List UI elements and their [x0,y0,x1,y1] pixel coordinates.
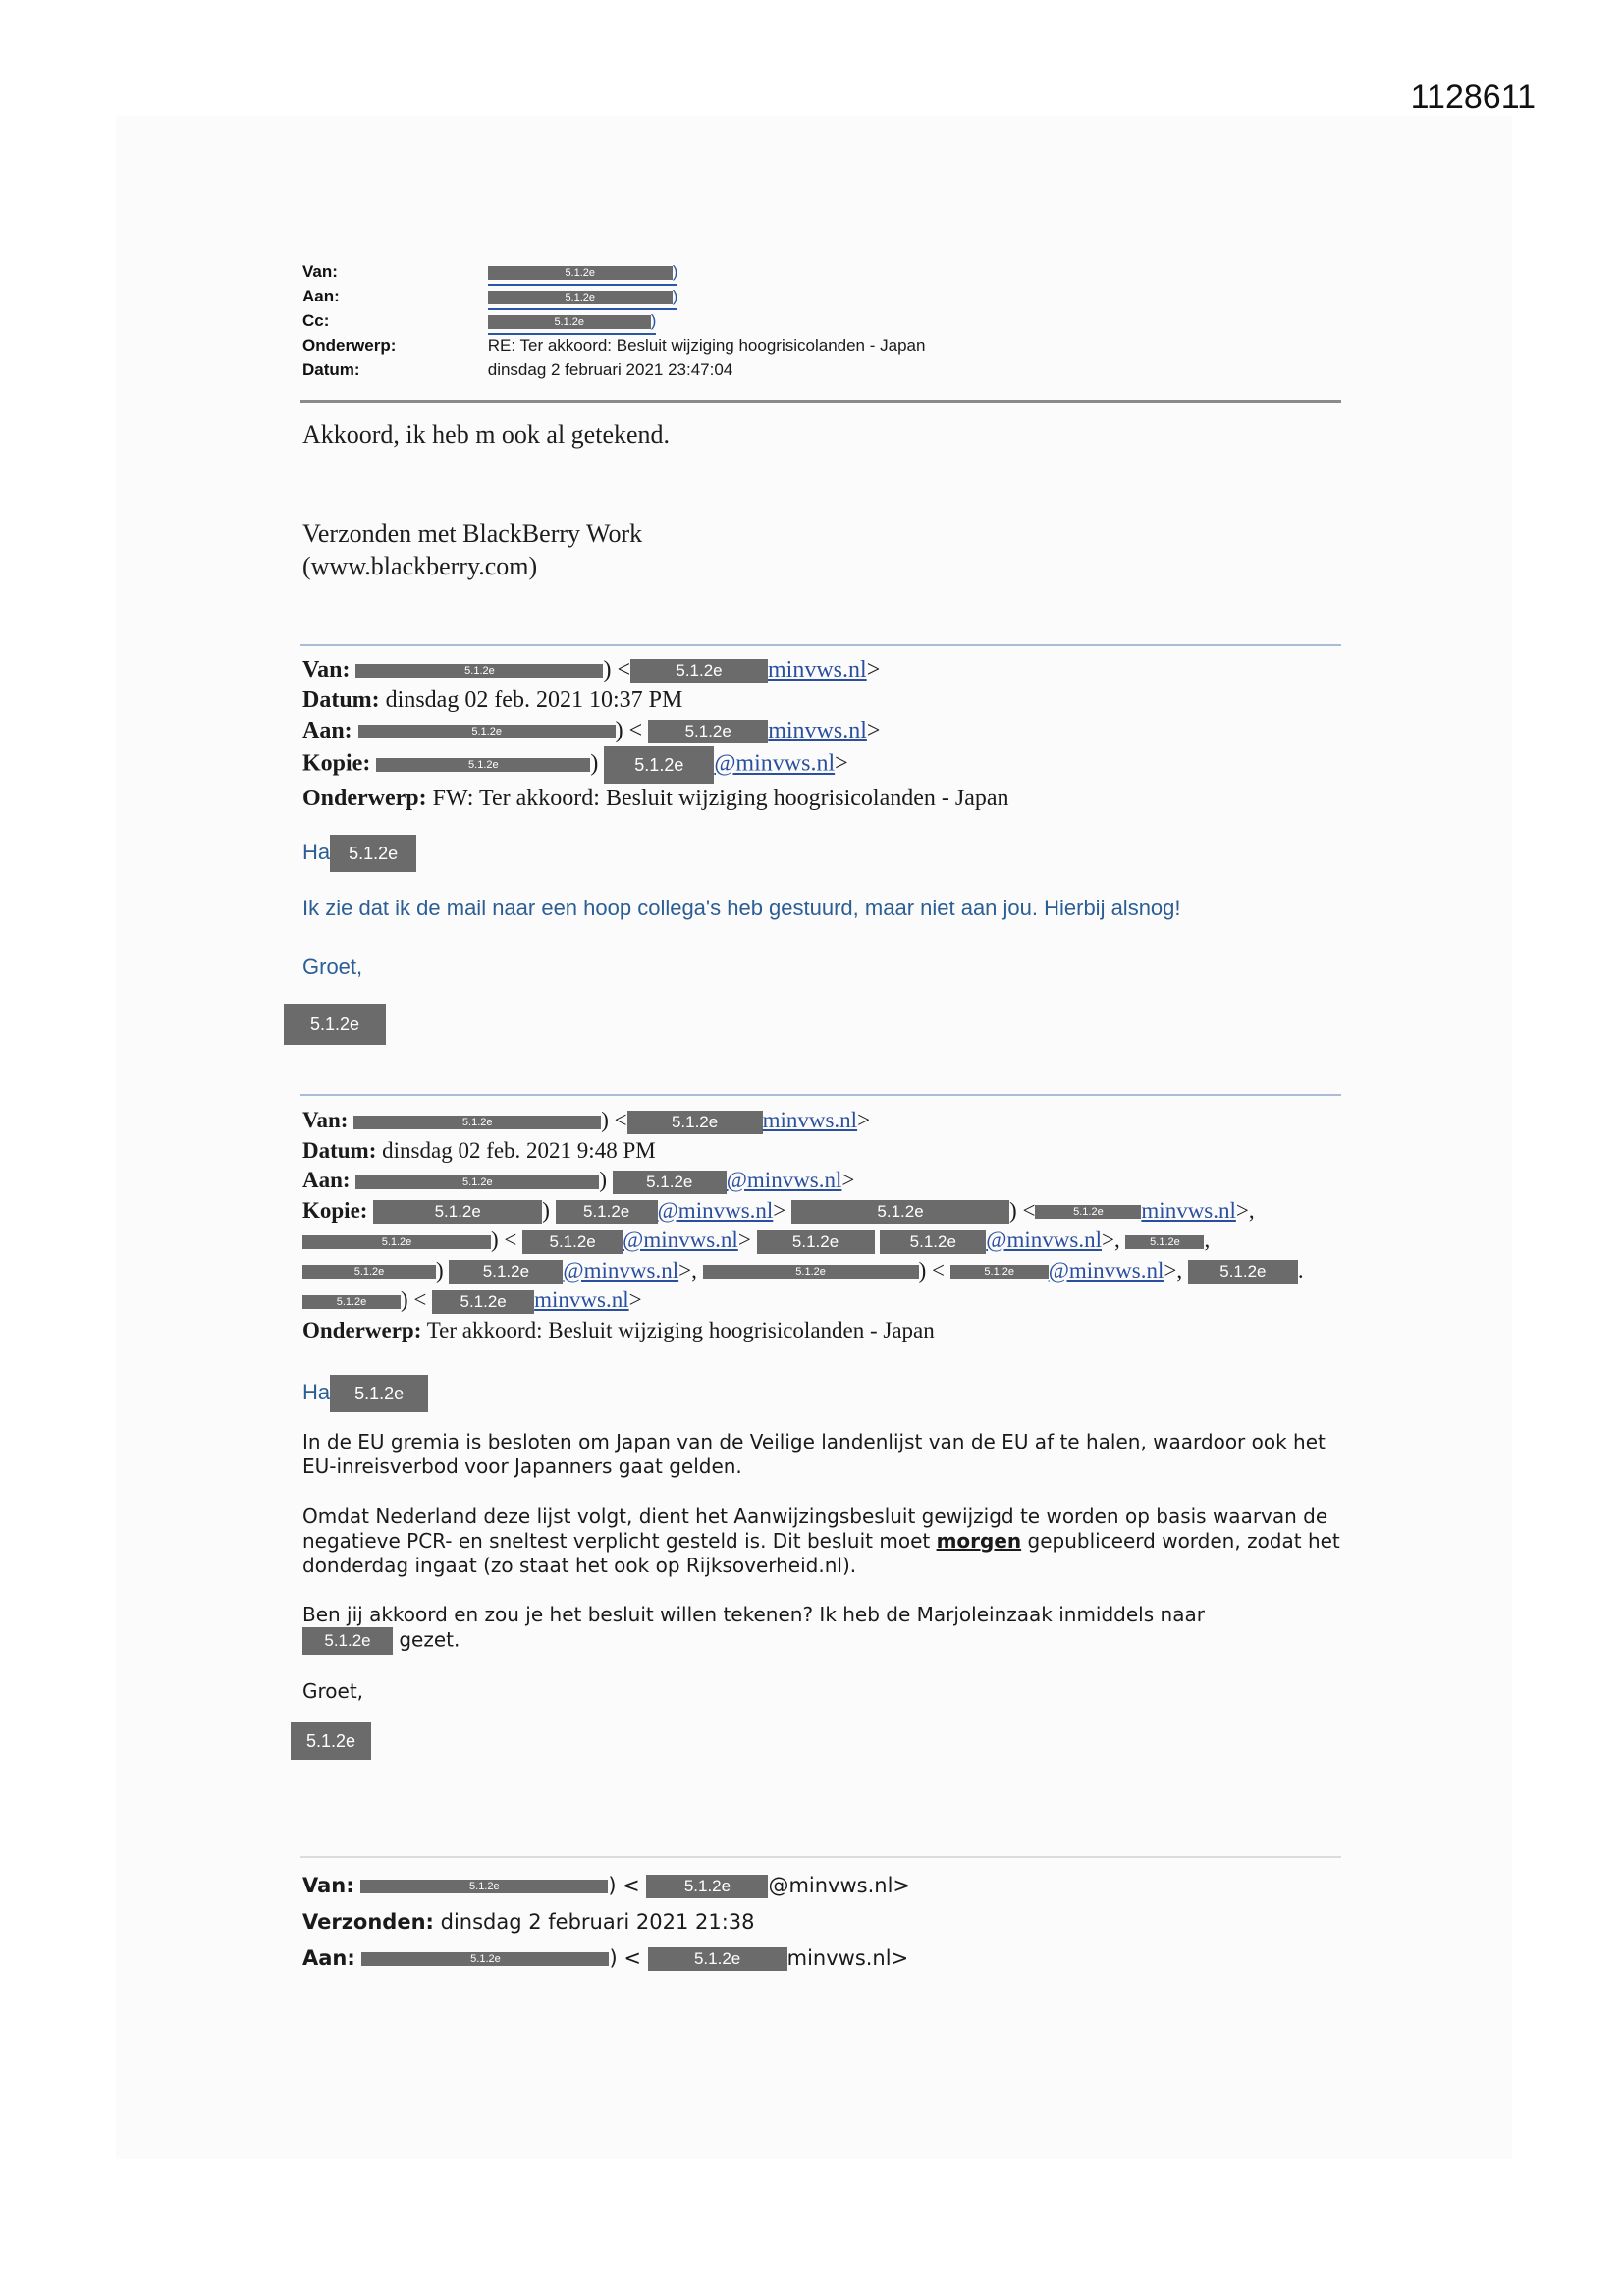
redaction: 5.1.2e [1188,1260,1298,1284]
mail2-body: Ik zie dat ik de mail naar een hoop collega's heb gestuurd, maar niet aan jou. Hierbij alsnog! [302,896,1181,920]
mail2-header [302,655,1009,814]
header-subject-row [302,333,925,357]
redaction: 5.1.2e [488,266,673,280]
redaction: 5.1.2e [627,1111,763,1134]
email-link[interactable]: @minvws.nl [726,1168,842,1192]
redaction: 5.1.2e [358,725,616,738]
subject-value: RE: Ter akkoord: Besluit wijziging hoogrisicolanden - Japan [487,336,926,355]
redaction: 5.1.2e [449,1260,563,1284]
redaction: 5.1.2e [361,1952,609,1966]
to-value: 5.1.2e ) [488,284,678,310]
email-link[interactable]: minvws.nl [1141,1197,1236,1223]
redaction: 5.1.2e [376,758,590,772]
redaction: 5.1.2e [291,1722,371,1760]
redaction: 5.1.2e [302,1295,401,1309]
redaction: 5.1.2e [703,1265,919,1279]
redaction: 5.1.2e [432,1290,534,1314]
mail3-paragraph-2: Omdat Nederland deze lijst volgt, dient het Aanwijzingsbesluit gewijzigd te worden op basis waarvan de negatieve PCR- en sneltest verplicht gesteld is. Dit besluit moet morgen gepubliceerd worden, zodat het donderdag ingaat (zo staat het ook op Rijksoverheid.nl). [302,1504,1340,1577]
header-divider [300,400,1341,403]
header-date-row [302,357,925,382]
header-to-row [302,284,925,308]
mail3-date-row: Datum: dinsdag 02 feb. 2021 9:48 PM [302,1137,656,1163]
email-link[interactable]: minvws.nl [762,1108,858,1132]
subject-label: Onderwerp: [302,336,397,355]
mail3-closing: Groet, [302,1679,364,1703]
mail3-to-row: Aan: 5.1.2e ) 5.1.2e @minvws.nl> [302,1168,855,1192]
mail3-cc-row-3: 5.1.2e ) 5.1.2e @minvws.nl>, 5.1.2e ) < 5.1.2e @minvws.nl>, 5.1.2e . [302,1256,1304,1286]
date-label: Datum: [302,360,360,379]
mail2-signature [284,1004,386,1045]
redaction: 5.1.2e [302,1265,436,1279]
redaction: 5.1.2e [648,720,768,743]
redaction: 5.1.2e [646,1875,768,1898]
mail3-paragraph-1: In de EU gremia is besloten om Japan van de Veilige landenlijst van de EU af te halen, waardoor ook het EU-inreisverbod voor Japanners gaat gelden. [302,1430,1326,1478]
redaction: 5.1.2e [630,659,768,683]
redaction: 5.1.2e [522,1230,623,1254]
mail2-cc-row: Kopie: 5.1.2e ) 5.1.2e @minvws.nl> [302,746,1009,784]
redaction: 5.1.2e [1035,1205,1141,1219]
email-link[interactable]: minvws.nl [768,657,867,683]
cc-label: Cc: [302,311,330,330]
mail2-to-row: Aan: 5.1.2e ) < 5.1.2e minvws.nl> [302,718,881,743]
mail4-sent-row: Verzonden: dinsdag 2 februari 2021 21:38 [302,1910,755,1934]
email-link[interactable]: @minvws.nl [563,1257,679,1283]
message-divider [300,1856,1341,1858]
redaction: 5.1.2e [648,1947,787,1971]
date-value: dinsdag 2 februari 2021 23:47:04 [487,360,733,379]
redaction: 5.1.2e [330,1375,428,1412]
message-divider [300,1094,1341,1096]
redaction: 5.1.2e [353,1116,601,1129]
reply-text: Akkoord, ik heb m ook al getekend. [302,420,671,449]
email-link[interactable]: @minvws.nl [986,1228,1102,1252]
blackberry-signature [302,518,642,582]
mail4-from-row: Van: 5.1.2e ) < 5.1.2e @minvws.nl> [302,1874,911,1897]
redaction: 5.1.2e [302,1235,491,1249]
mail3-greeting: Ha 5.1.2e [302,1375,428,1412]
signature-line-1: Verzonden met BlackBerry Work [302,519,643,548]
redaction: 5.1.2e [791,1200,1009,1224]
header-from-row [302,259,925,284]
document-number: 1128611 [1410,79,1536,116]
message-divider [300,644,1341,646]
mail2-from-row: Van: 5.1.2e ) < 5.1.2e minvws.nl> [302,657,881,683]
redaction: 5.1.2e [950,1265,1049,1279]
mail3-paragraph-3: Ben jij akkoord en zou je het besluit willen tekenen? Ik heb de Marjoleinzaak inmiddels naar 5.1.2e gezet. [302,1603,1363,1655]
mail3-subject-row: Onderwerp: Ter akkoord: Besluit wijziging hoogrisicolanden - Japan [302,1317,935,1342]
email-link[interactable]: @minvws.nl [657,1197,774,1223]
header-cc-row [302,308,925,333]
mail3-signature [291,1722,371,1760]
redaction: 5.1.2e [488,315,651,329]
email-link[interactable]: minvws.nl [768,718,867,743]
from-value: 5.1.2e ) [488,259,678,286]
mail2-subject-row: Onderwerp: FW: Ter akkoord: Besluit wijziging hoogrisicolanden - Japan [302,786,1009,811]
redaction: 5.1.2e [613,1171,727,1194]
signature-line-2: (www.blackberry.com) [302,552,538,580]
cc-value: 5.1.2e ) [488,308,657,335]
redaction: 5.1.2e [302,1627,393,1655]
email-link[interactable]: @minvws.nl [623,1228,738,1252]
email-link[interactable]: @minvws.nl [714,750,836,777]
redaction: 5.1.2e [360,1880,608,1893]
mail4-header [302,1868,910,1977]
redaction: 5.1.2e [355,664,603,678]
mail4-to-row: Aan: 5.1.2e ) < 5.1.2e minvws.nl> [302,1946,909,1970]
mail2-closing: Groet, [302,955,363,979]
mail3-cc-row-4: 5.1.2e ) < 5.1.2e minvws.nl> [302,1285,1304,1316]
redaction: 5.1.2e [880,1230,986,1254]
from-label: Van: [302,262,338,281]
redaction: 5.1.2e [373,1200,542,1224]
mail2-greeting: Ha 5.1.2e [302,835,416,872]
mail2-date-row: Datum: dinsdag 02 feb. 2021 10:37 PM [302,687,683,713]
redaction: 5.1.2e [284,1004,386,1045]
redaction: 5.1.2e [488,291,673,304]
mail3-cc-row-2: 5.1.2e ) < 5.1.2e @minvws.nl> 5.1.2e 5.1.2e @minvws.nl>, 5.1.2e , [302,1226,1304,1256]
redaction: 5.1.2e [757,1230,875,1254]
mail3-cc-row-1: Kopie: 5.1.2e ) 5.1.2e @minvws.nl> 5.1.2e ) < 5.1.2e minvws.nl>, [302,1197,1255,1223]
to-label: Aan: [302,287,340,305]
mail3-from-row: Van: 5.1.2e ) < 5.1.2e minvws.nl> [302,1108,871,1132]
redaction: 5.1.2e [556,1200,658,1224]
redaction: 5.1.2e [604,746,714,784]
email-link[interactable]: @minvws.nl [1048,1257,1164,1283]
redaction: 5.1.2e [1125,1235,1204,1249]
mail3-header [302,1106,1304,1345]
redaction: 5.1.2e [355,1175,599,1189]
email-header [302,259,925,382]
email-link[interactable]: minvws.nl [534,1287,629,1312]
redaction: 5.1.2e [330,835,416,872]
